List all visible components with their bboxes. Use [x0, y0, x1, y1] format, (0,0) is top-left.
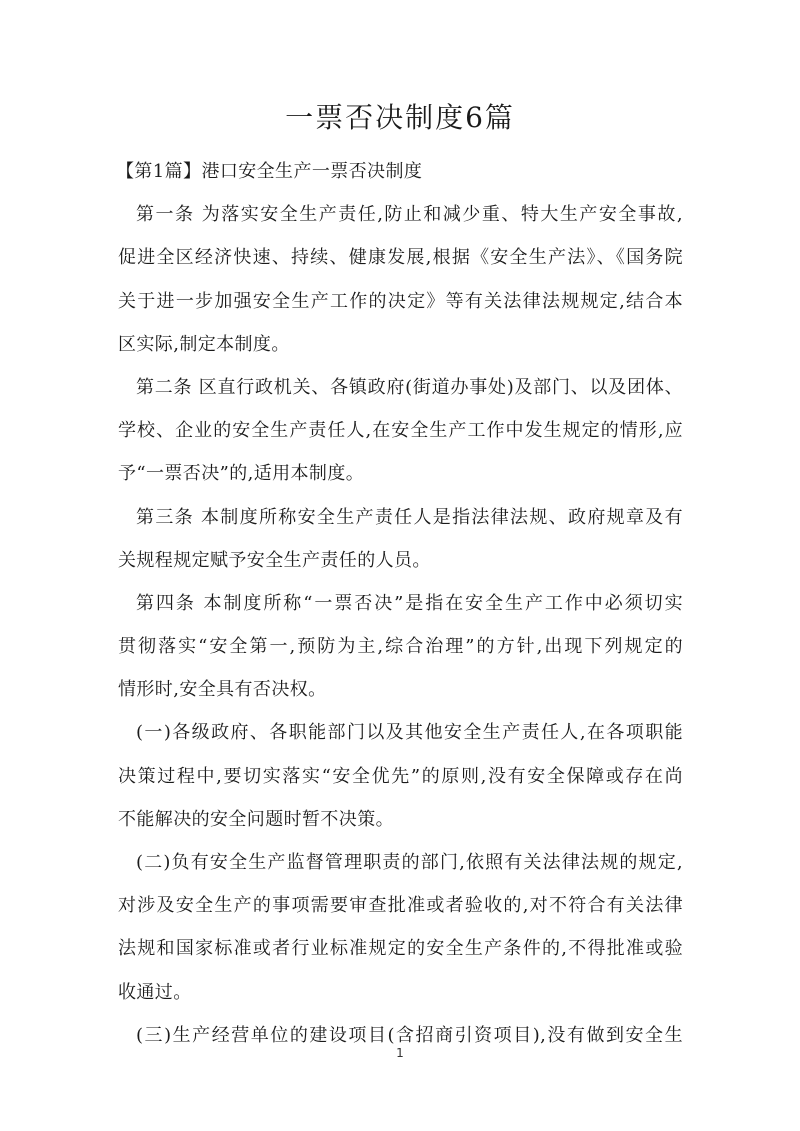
text-line: 对涉及安全生产的事项需要审查批准或者验收的,对不符合有关法律	[118, 895, 683, 917]
text-line: 区实际,制定本制度。	[118, 333, 290, 355]
text-line: 贯彻落实“安全第一,预防为主,综合治理”的方针,出现下列规定的	[118, 636, 683, 658]
text-line: (二)负有安全生产监督管理职责的部门,依照有关法律法规的规定,	[136, 852, 683, 873]
document-title: 一票否决制度6篇	[285, 101, 515, 134]
text-line: 予“一票否决”的,适用本制度。	[118, 463, 365, 485]
text-line: 法规和国家标准或者行业标准规定的安全生产条件的,不得批准或验	[118, 938, 683, 960]
text-line: 决策过程中,要切实落实“安全优先”的原则,没有安全保障或存在尚	[118, 765, 683, 787]
text-line: 第一条 为落实安全生产责任,防止和减少重、特大生产安全事故,	[136, 204, 683, 226]
text-line: 情形时,安全具有否决权。	[118, 679, 327, 701]
text-line: 关于进一步加强安全生产工作的决定》等有关法律法规规定,结合本	[118, 290, 683, 312]
text-line: 第二条 区直行政机关、各镇政府(街道办事处)及部门、以及团体、	[136, 376, 683, 398]
page-number: 1	[396, 1046, 404, 1060]
document-body	[118, 150, 683, 1057]
text-line: 第三条 本制度所称安全生产责任人是指法律法规、政府规章及有	[136, 506, 683, 528]
text-line: 【第1篇】港口安全生产一票否决制度	[116, 161, 423, 182]
text-line: 关规程规定赋予安全生产责任的人员。	[118, 549, 431, 571]
text-line: 促进全区经济快速、持续、健康发展,根据《安全生产法》、《国务院	[118, 247, 683, 269]
text-line: 第四条 本制度所称“一票否决”是指在安全生产工作中必须切实	[136, 592, 683, 614]
text-line: 收通过。	[118, 981, 192, 1003]
text-line: 不能解决的安全问题时暂不决策。	[118, 808, 394, 830]
text-line: 学校、企业的安全生产责任人,在安全生产工作中发生规定的情形,应	[118, 420, 683, 442]
text-line: (三)生产经营单位的建设项目(含招商引资项目),没有做到安全生	[136, 1024, 683, 1046]
text-line: (一)各级政府、各职能部门以及其他安全生产责任人,在各项职能	[136, 722, 683, 744]
